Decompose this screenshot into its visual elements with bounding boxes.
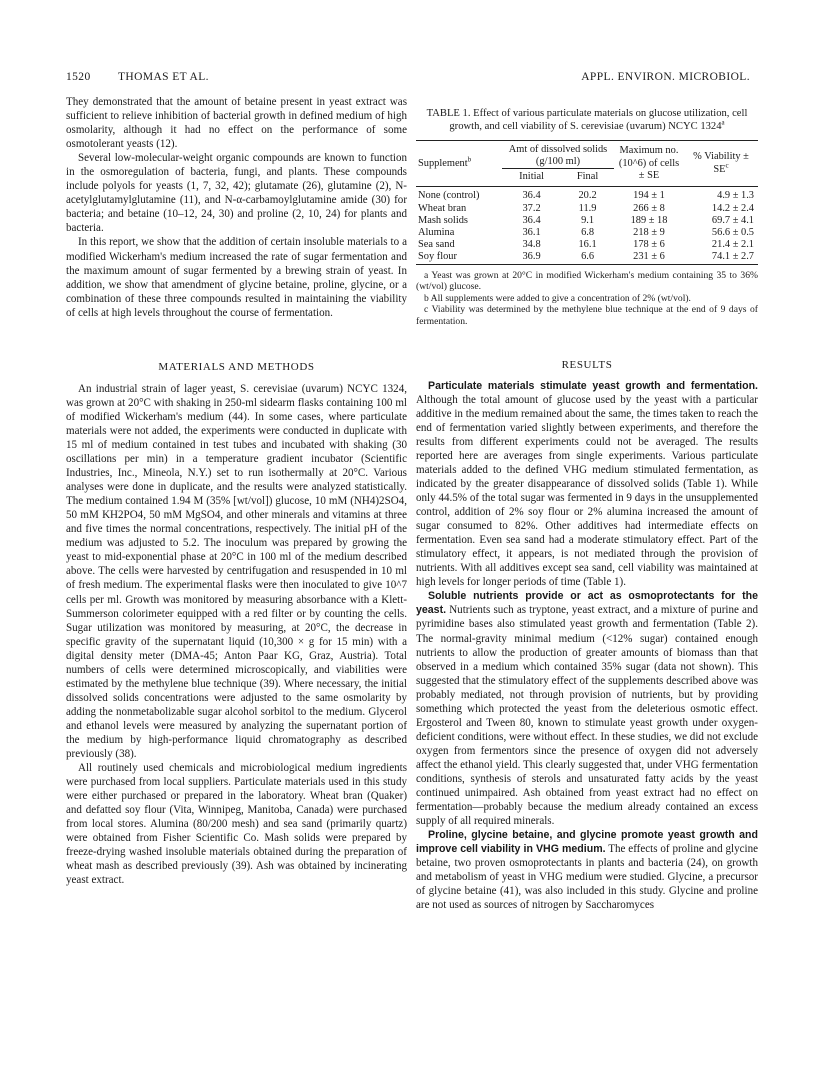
cell-initial: 36.9 — [522, 251, 541, 263]
table-caption-text: TABLE 1. Effect of various particulate materials on glucose utilization, cell growth, and cell viability of S. cerevisiae (uvarum) NCYC 1324 — [426, 108, 748, 133]
table-row — [416, 187, 758, 202]
cell-viability: 74.1 ± 2.7 — [711, 251, 754, 263]
paragraph-body-particulate: Although the total amount of glucose used by the yeast with a particular additive in the medium remained about the same, the times taken to reach the end of fermentation varied slightly between experiments, and therefore the results from different experiments could not be averaged. The results reported here are averages from single experiments. Various particulate materials added to the defined VHG medium stimulated fermentation, as indicated by the greater disappearance of dissolved solids (Table 1). While only 44.5% of the total sugar was fermented in 9 days in the unsupplemented control, addition of 2% soy flour or 2% alumina increased the amount of sugar consumed to 82%. Other additives had intermediate effects on fermentation. Even sea sand had a moderate stimulatory effect. Part of the stimulatory effect, it appears, is not mediated through the provision of nutrients. With all additives except sea sand, cell viability was maintained at high levels for longer periods of time (Table 1). — [416, 393, 758, 589]
paragraph-body-proline: The effects of proline and glycine betaine, two proven osmoprotectants in plants and bacteria (24), on growth and metabolism of yeast in VHG medium were studied. Glycine, a precursor of glycine betaine (41), was also included in this study. Glycine and proline are not used as sources of nitrogen by Saccharomyces — [416, 843, 758, 912]
col-header-viability: % Viability ± $SE^c$ — [693, 151, 749, 175]
table-footnotes — [416, 270, 758, 328]
cell-initial: 34.8 — [522, 239, 541, 251]
cell-supplement: Wheat bran — [418, 202, 467, 214]
cell-initial: 36.4 — [522, 214, 541, 226]
cell-supplement: Mash solids — [418, 214, 468, 226]
cell-final: 11.9 — [578, 202, 597, 214]
runin-heading-particulate: Particulate materials stimulate yeast growth and fermentation. — [428, 379, 758, 392]
table-row — [416, 215, 758, 227]
cell-max-cells: 266 ± 8 — [633, 202, 665, 214]
cell-final: 20.2 — [578, 190, 597, 202]
cell-supplement: Alumina — [418, 227, 455, 239]
running-authors: THOMAS ET AL. — [118, 71, 209, 83]
cell-max-cells: 194 ± 1 — [633, 190, 665, 202]
cell-final: 6.6 — [581, 251, 595, 263]
cell-viability: 56.6 ± 0.5 — [711, 227, 754, 239]
cell-max-cells: 231 ± 6 — [633, 251, 665, 263]
paragraph-methods-chemicals: All routinely used chemicals and microbiological medium ingredients were purchased from local suppliers. Particulate materials used in this study were either purchased or prepared in the laboratory. Wheat bran (Quaker) and defatted soy flour (Vita, Winnipeg, Manitoba, Canada) were purchased from local stores. Alumina (80/200 mesh) and sea sand (primarily quartz) were obtained from Fisher Scientific Co. Mash solids were prepared by freeze-drying washed insoluble materials obtained during the preparation of wheat mash as described previously (39). Ash was obtained by incinerating yeast extract. — [66, 762, 407, 887]
running-header — [66, 71, 750, 85]
col-header-supplement: Supplement$^b$ — [418, 155, 472, 169]
cell-initial: 37.2 — [522, 202, 541, 214]
col-header-dissolved: Amt of dissolved solids (g/100 ml) — [508, 143, 608, 168]
section-heading-results: RESULTS — [561, 358, 613, 371]
cell-final: 16.1 — [578, 239, 597, 251]
page-number: 1520 — [66, 71, 91, 83]
cell-viability: 69.7 ± 4.1 — [711, 214, 754, 226]
table-caption — [422, 107, 752, 134]
col-header-max-cells: Maximum no. (10^6) of cells ± SE — [618, 145, 680, 181]
cell-supplement: Sea sand — [418, 239, 455, 251]
runin-heading-proline: Proline, glycine betaine, and glycine promote yeast growth and improve cell viability in VHG medium. — [416, 829, 758, 856]
cell-viability: 14.2 ± 2.4 — [711, 202, 754, 214]
cell-max-cells: 189 ± 18 — [630, 214, 668, 226]
table-footnote-b: b All supplements were added to give a concentration of 2% (wt/vol). — [424, 292, 691, 304]
paragraph-intro-end: They demonstrated that the amount of betaine present in yeast extract was sufficient to relieve inhibition of bacterial growth in defined medium of high osmolarity, although it had no effect on the performance of some osmotolerant yeasts (12). — [66, 96, 407, 151]
cell-final: 6.8 — [581, 227, 595, 239]
table-row — [416, 203, 758, 215]
paragraph-body-soluble: Nutrients such as tryptone, yeast extract, and a mixture of purine and pyrimidine bases also stimulated yeast growth and fermentation (Table 2). The normal-gravity minimal medium (<12% sugar) contained enough nutrients to allow the production of greater amounts of biomass than that observed in a medium which contained 35% sugar (data not shown). This suggested that the stimulatory effect of the supplements described above was probably mediated, not through provision of nutrients, but by providing something which protected the yeast from the deleterious osmotic effect. Ergosterol and Tween 80, known to stimulate yeast growth under oxygen-deficient conditions, were without effect. In these studies, we did not exclude oxygen from fermentors since the presence of oxygen did not adversely affect the ethanol yield. This clearly suggested that, under VHG fermentation conditions, synthesis of sterols and unsaturated fatty acids by the yeast continued unimpaired. Ash obtained from yeast extract had no effect on fermentation—probably because the medium already contained an excess supply of all required minerals. — [416, 604, 758, 828]
table-footnote-a: a Yeast was grown at 20°C in modified Wickerham's medium containing 35 to 36% (wt/vol) glucose. — [416, 269, 758, 293]
paragraph-this-report: In this report, we show that the addition of certain insoluble materials to a modified Wickerham's medium increased the rate of sugar fermentation and the maximum amount of sugar fermented by a brewing strain of yeast. In addition, we show that amendment of glycine betaine, proline, glycine, or a combination of these three compounds resulted in maintaining the viability of cells at high levels throughout the course of fermentation. — [66, 236, 407, 319]
paragraph-results-proline — [416, 828, 758, 912]
cell-viability: 4.9 ± 1.3 — [717, 190, 754, 202]
paragraph-methods-strain: An industrial strain of lager yeast, S. cerevisiae (uvarum) NCYC 1324, was grown at 20°C with shaking in 250-ml sidearm flasks containing 100 ml of modified Wickerham's medium (44). In some cases, where particulate materials were not added, the experiments were conducted in duplicate with 15 ml of medium contained in test tubes and incubated with shaking (30 oscillations per min) in a temperature gradient incubator (Scientific Industries, Inc., Mineola, N.Y.) set to run isothermally at 20°C. Various analyses were done in duplicate, and the results were analyzed statistically. The medium contained 1.94 M (35% [wt/vol]) glucose, 10 mM (NH4)2SO4, 50 mM KH2PO4, 50 mM MgSO4, and other minerals and vitamins at three and five times the normal concentrations, respectively. The initial pH of the medium was adjusted to 5.2. The inoculum was prepared by growing the yeast to mid-exponential phase at 20°C in 100 ml of the medium described above. The cells were harvested by centrifugation and resuspended in 10 ml of fresh medium. The experimental flasks were then inoculated to give 10^7 cells per ml. Growth was monitored by measuring absorbance with a Klett-Summerson colorimeter equipped with a red filter or by counting the cells. Sugar utilization was monitored by measuring, at 20°C, the decrease in specific gravity of the supernatant liquid (10,300 × g for 15 min) with a digital density meter (DMA-45; Anton Paar KG, Graz, Austria). Total numbers of cells were determined microscopically, and viabilities were estimated by the methylene blue technique (39). Where necessary, the initial dissolved solids concentrations were adjusted to the same osmolarity by adding the nonmetabolizable sugar alcohol sorbitol to the medium. Glycerol and ethanol levels were measured by analyzing the supernatant portion of the medium by high-performance liquid chromatography as described previously (38). — [66, 382, 407, 761]
table-1 — [416, 140, 758, 265]
table-caption-footnote-mark: a — [721, 118, 725, 127]
table-body — [416, 187, 758, 264]
cell-initial: 36.4 — [522, 190, 541, 202]
table-row — [416, 251, 758, 264]
right-column — [416, 95, 758, 912]
paragraph-results-soluble — [416, 589, 758, 828]
cell-initial: 36.1 — [522, 227, 541, 239]
table-row — [416, 239, 758, 251]
paragraph-results-particulate — [416, 379, 758, 590]
journal-abbrev: APPL. ENVIRON. MICROBIOL. — [581, 71, 750, 83]
cell-viability: 21.4 ± 2.1 — [711, 239, 754, 251]
col-header-initial: Initial — [502, 169, 561, 187]
runin-heading-soluble: Soluble nutrients provide or act as osmoprotectants for the yeast. — [416, 590, 758, 617]
left-column — [66, 95, 407, 887]
cell-final: 9.1 — [581, 214, 595, 226]
cell-supplement: Soy flour — [418, 251, 457, 263]
cell-max-cells: 178 ± 6 — [633, 239, 665, 251]
cell-max-cells: 218 ± 9 — [633, 227, 665, 239]
cell-supplement: None (control) — [418, 190, 480, 202]
section-heading-methods: MATERIALS AND METHODS — [158, 360, 315, 373]
table-row — [416, 227, 758, 239]
table-footnote-c: c Viability was determined by the methylene blue technique at the end of 9 days of fermentation. — [416, 304, 758, 328]
col-header-final: Final — [561, 169, 614, 187]
paragraph-osmoregulation: Several low-molecular-weight organic compounds are known to function in the osmoregulation of bacteria, fungi, and plants. These compounds include polyols for yeasts (1, 7, 32, 42); glutamate (26), glutamine (2), N-acetylglutamylglutamine (11), and N-α-carbamoylglutamine amide (30) for bacteria; and betaine (10–12, 24, 30) and proline (2, 10, 24) for plants and bacteria. — [66, 152, 407, 235]
